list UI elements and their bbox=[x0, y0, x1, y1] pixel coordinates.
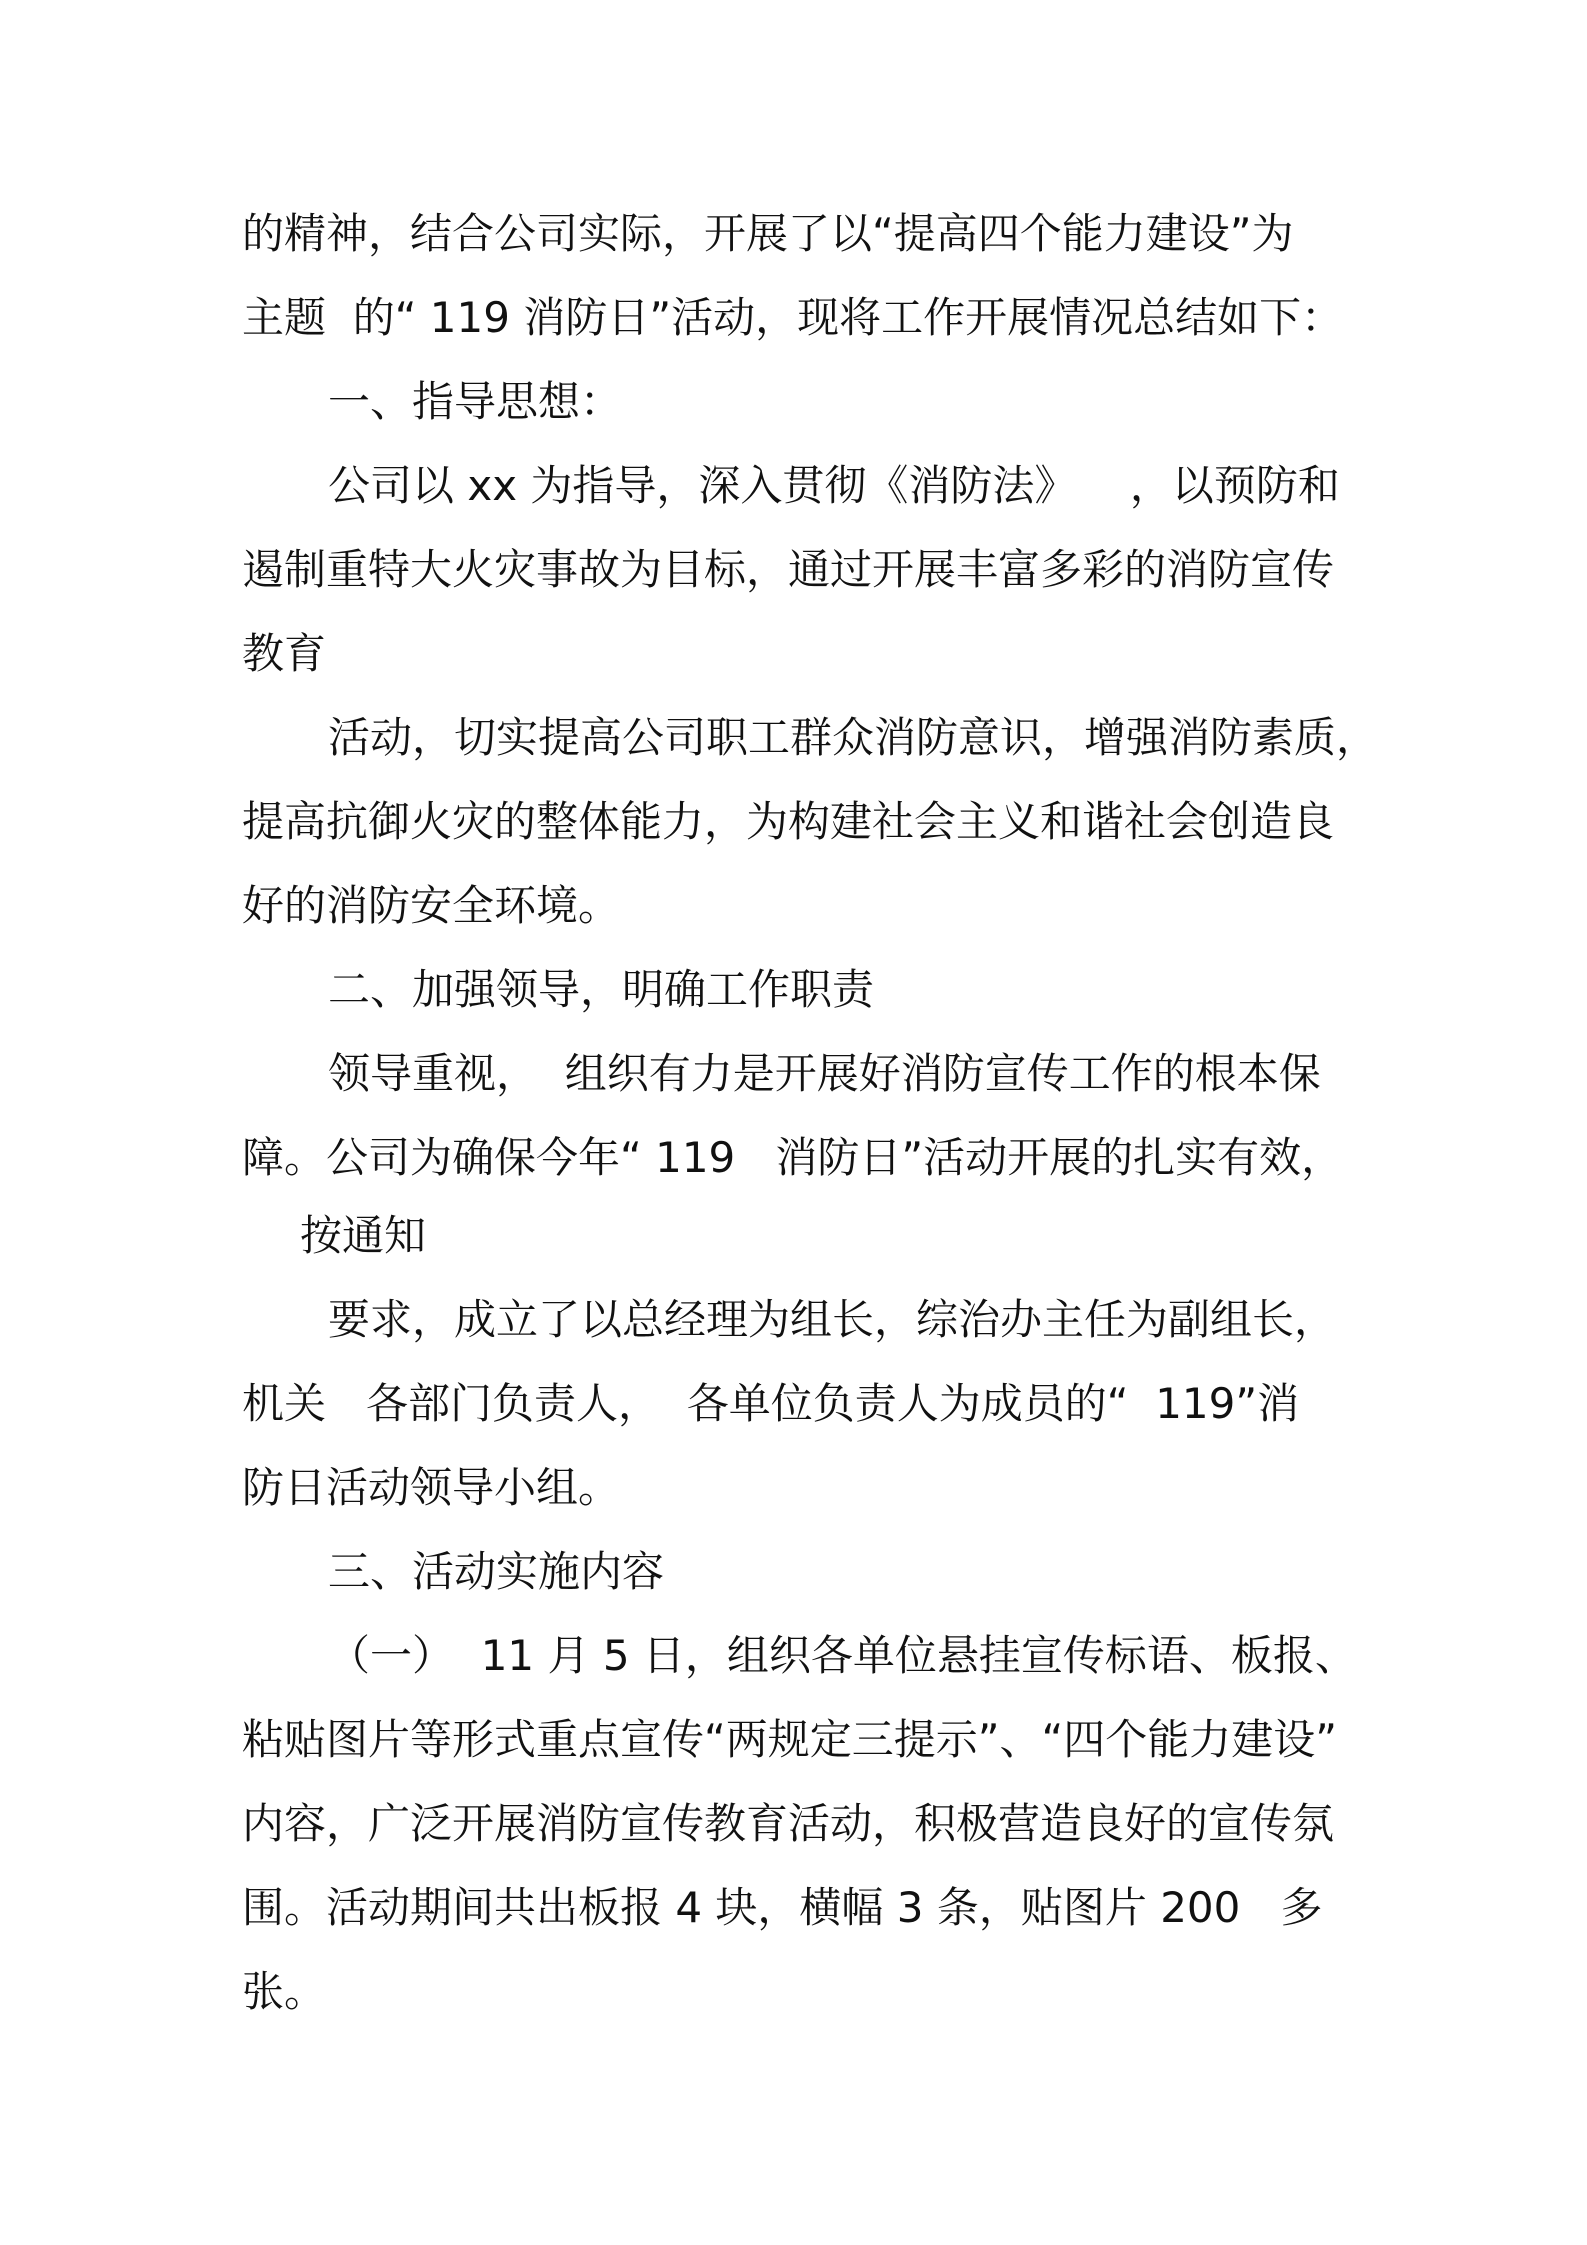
text-line: 防日活动领导小组。 bbox=[242, 1463, 621, 1512]
text-line: 按通知 bbox=[300, 1211, 427, 1260]
text-line: 障。公司为确保今年“ 119 消防日”活动开展的扎实有效， bbox=[242, 1133, 1344, 1182]
text-line: 活动，切实提高公司职工群众消防意识，增强消防素质， bbox=[328, 713, 1379, 762]
text-line: 遏制重特大火灾事故为目标，通过开展丰富多彩的消防宣传 bbox=[242, 545, 1335, 594]
text-line: 公司以 xx 为指导，深入贯彻《消防法》 ，以预防和 bbox=[328, 461, 1340, 510]
text-line: 张。 bbox=[242, 1967, 327, 2016]
text-line: 主题 的“ 119 消防日”活动，现将工作开展情况总结如下： bbox=[242, 293, 1344, 342]
text-line: 粘贴图片等形式重点宣传“两规定三提示”、“四个能力建设” bbox=[242, 1715, 1338, 1764]
text-line: 内容，广泛开展消防宣传教育活动，积极营造良好的宣传氛 bbox=[242, 1799, 1335, 1848]
text-line: 要求，成立了以总经理为组长，综治办主任为副组长， bbox=[328, 1295, 1337, 1344]
text-line: 提高抗御火灾的整体能力，为构建社会主义和谐社会创造良 bbox=[242, 797, 1335, 846]
text-line: 教育 bbox=[242, 629, 327, 678]
text-line: 机关 各部门负责人， 各单位负责人为成员的“ 119”消 bbox=[242, 1379, 1300, 1428]
text-line: 领导重视， 组织有力是开展好消防宣传工作的根本保 bbox=[328, 1049, 1321, 1098]
text-line: 围。活动期间共出板报 4 块，横幅 3 条，贴图片 200 多 bbox=[242, 1883, 1323, 1932]
text-line: （一） 11 月 5 日，组织各单位悬挂宣传标语、板报、 bbox=[328, 1631, 1357, 1680]
section-heading: 二、加强领导，明确工作职责 bbox=[328, 965, 875, 1014]
text-line: 的精神，结合公司实际，开展了以“提高四个能力建设”为 bbox=[242, 209, 1294, 258]
section-heading: 三、活动实施内容 bbox=[328, 1547, 665, 1596]
section-heading: 一、指导思想： bbox=[328, 377, 623, 426]
text-line: 好的消防安全环境。 bbox=[242, 881, 621, 930]
